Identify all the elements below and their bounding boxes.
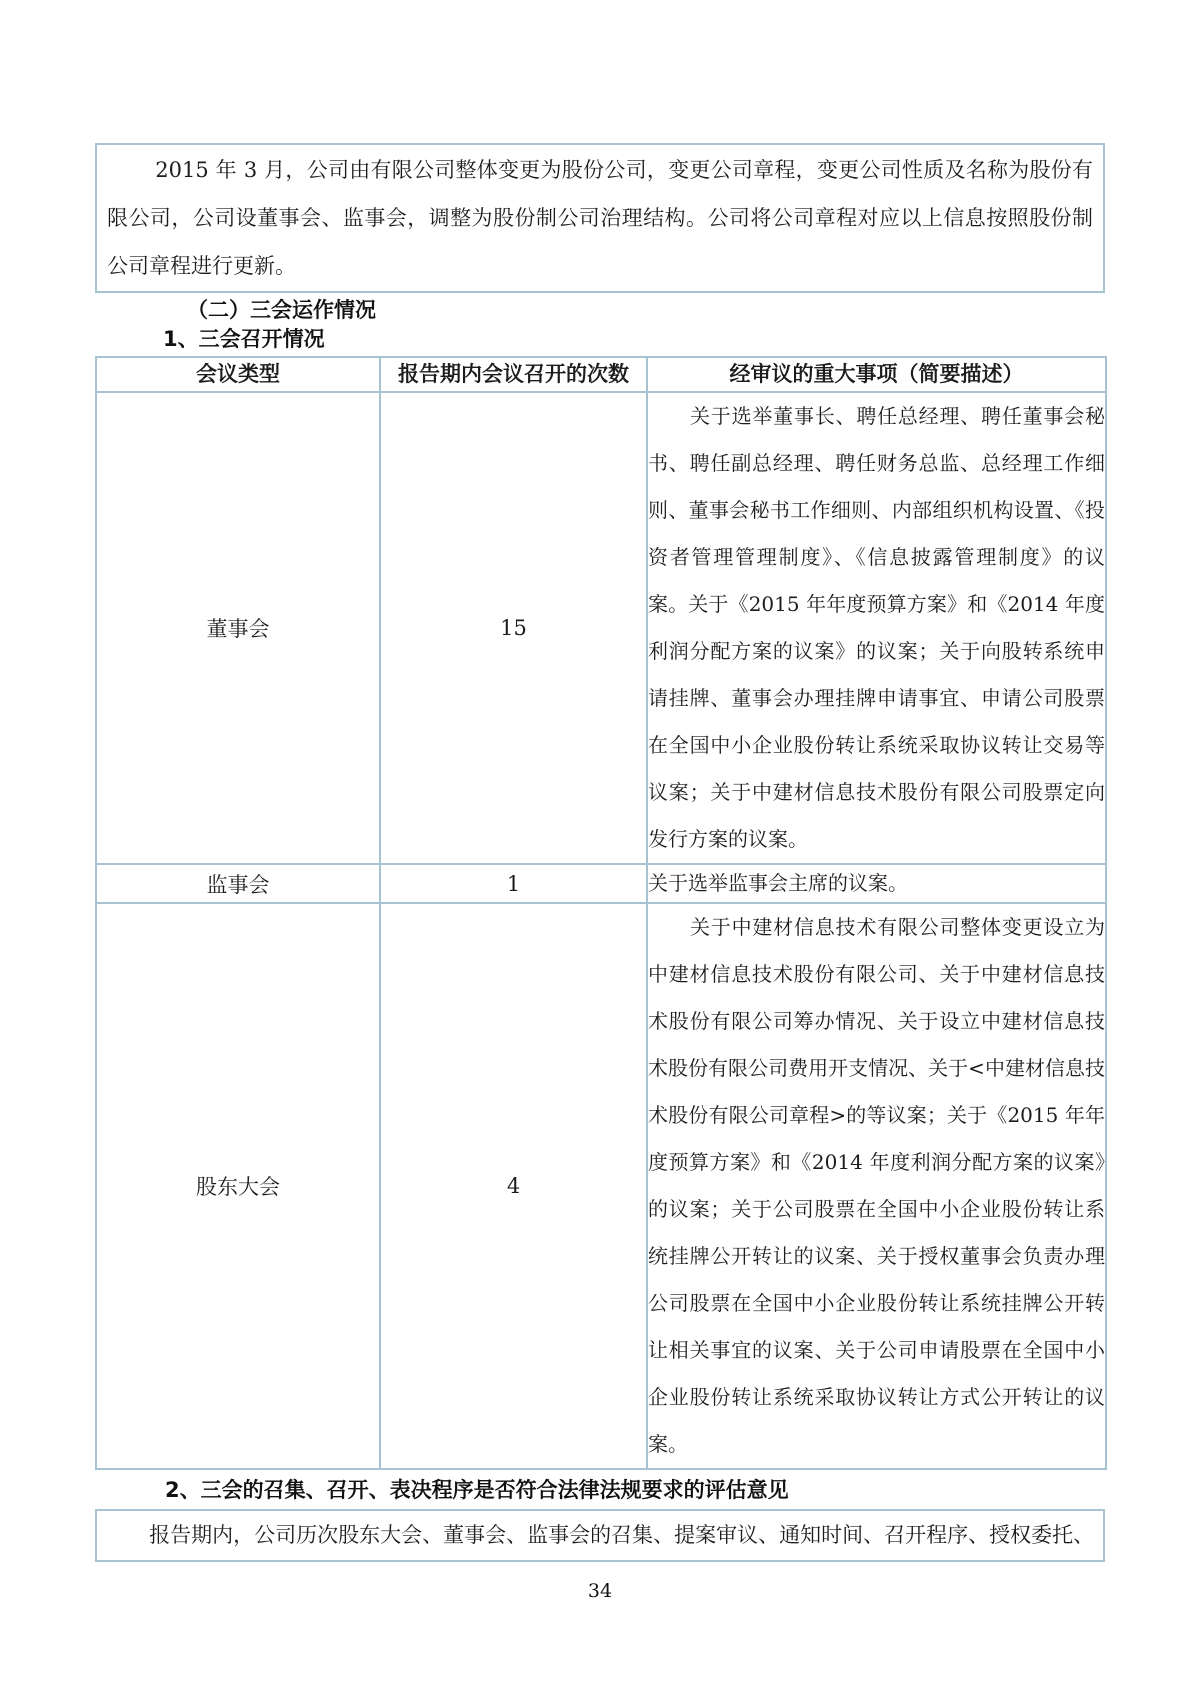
matters-paragraph: 关于中建材信息技术有限公司整体变更设立为中建材信息技术股份有限公司、关于中建材信息技术股份有限公司筹办情况、关于设立中建材信息技术股份有限公司费用开支情况、关于<中建材信息技术股份有限公司章程>的等议案；关于《2015 年年度预算方案》和《2014 年度利润分配方案的议案》的议案；关于公司股票在全国中小企业股份转让系统挂牌公开转让的议案、关于授权董事会负责办理公司股票在全国中小企业股份转让系统挂牌公开转让相关事宜的议案、关于公司申请股票在全国中小企业股份转让系统采取协议转让方式公开转让的议案。: [648, 915, 1105, 1456]
meeting-count-cell: 1: [380, 864, 647, 903]
meeting-count-cell: 4: [380, 903, 647, 1469]
table-row-board-of-directors: [96, 392, 1106, 864]
meeting-type-cell: 监事会: [96, 864, 380, 903]
meeting-type-cell: 董事会: [96, 392, 380, 864]
table-header-row: [96, 357, 1106, 392]
closing-paragraph: 报告期内，公司历次股东大会、董事会、监事会的召集、提案审议、通知时间、召开程序、授权委托、: [149, 1523, 1095, 1547]
meeting-matters-cell: [647, 903, 1106, 1469]
meeting-count-cell: 15: [380, 392, 647, 864]
meetings-table: [95, 356, 1107, 1470]
col-header-major-matters: 经审议的重大事项（简要描述）: [647, 357, 1106, 392]
subsection-2-heading: 2、三会的召集、召开、表决程序是否符合法律法规要求的评估意见: [165, 1478, 789, 1502]
section-heading: （二）三会运作情况: [187, 298, 376, 322]
table-row-board-of-supervisors: [96, 864, 1106, 903]
meeting-type-cell: 股东大会: [96, 903, 380, 1469]
matters-paragraph: 关于选举董事长、聘任总经理、聘任董事会秘书、聘任副总经理、聘任财务总监、总经理工作细则、董事会秘书工作细则、内部组织机构设置、《投资者管理管理制度》、《信息披露管理制度》的议案。关于《2015 年年度预算方案》和《2014 年度利润分配方案的议案》的议案；关于向股转系统申请挂牌、董事会办理挂牌申请事宜、申请公司股票在全国中小企业股份转让系统采取协议转让交易等议案；关于中建材信息技术股份有限公司股票定向发行方案的议案。: [648, 404, 1105, 851]
subsection-1-heading: 1、三会召开情况: [163, 327, 325, 351]
closing-paragraph-box: [95, 1509, 1105, 1562]
col-header-meeting-type: 会议类型: [96, 357, 380, 392]
meeting-matters-cell: [647, 864, 1106, 903]
col-header-meeting-count: 报告期内会议召开的次数: [380, 357, 647, 392]
page-number: 34: [587, 1580, 613, 1602]
intro-paragraph-box: [95, 143, 1105, 293]
table-row-shareholders-meeting: [96, 903, 1106, 1469]
document-page: [95, 0, 1105, 1602]
intro-paragraph: 2015 年 3 月，公司由有限公司整体变更为股份公司，变更公司章程，变更公司性质及名称为股份有限公司，公司设董事会、监事会，调整为股份制公司治理结构。公司将公司章程对应以上信息按照股份制公司章程进行更新。: [107, 158, 1093, 278]
matters-paragraph: 关于选举监事会主席的议案。: [648, 871, 908, 895]
meeting-matters-cell: [647, 392, 1106, 864]
